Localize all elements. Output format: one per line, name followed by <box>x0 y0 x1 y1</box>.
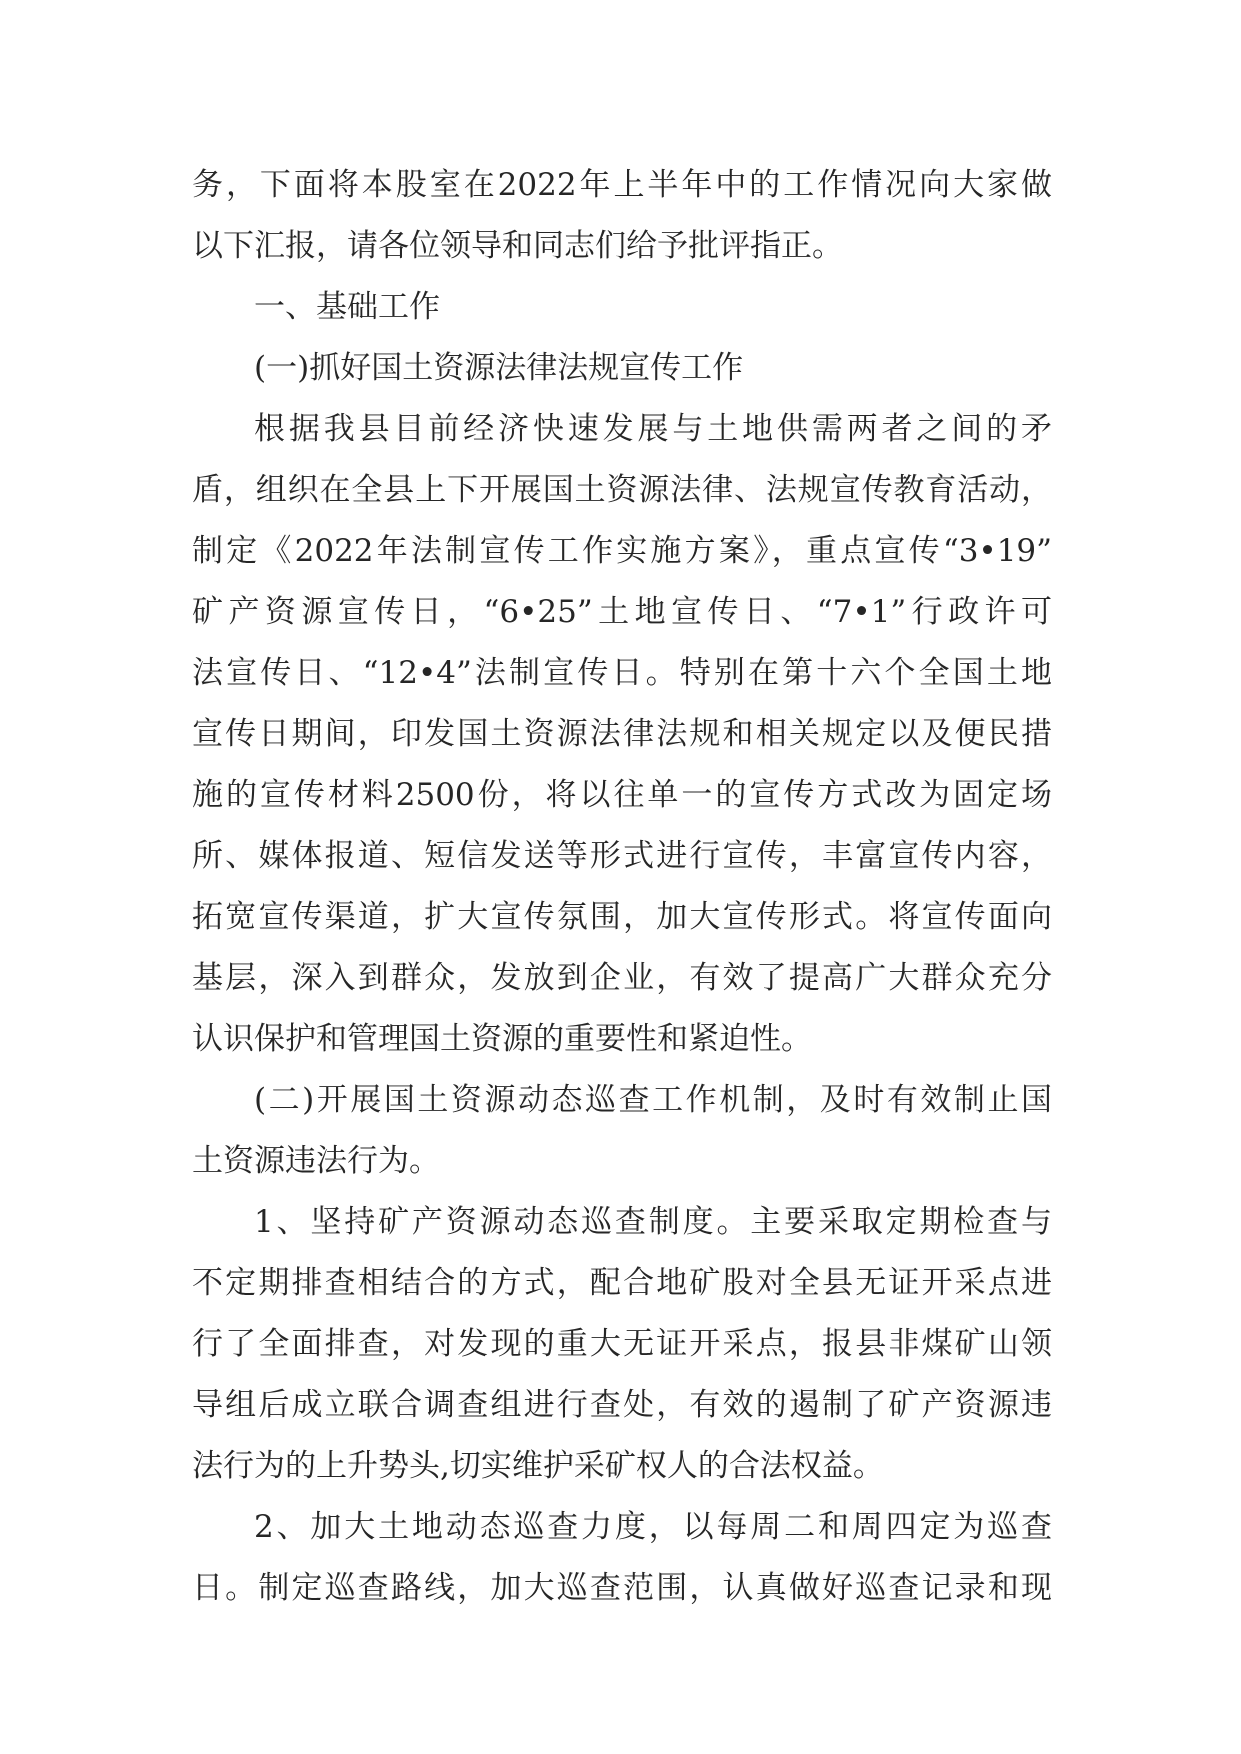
text-line: 一、基础工作 <box>254 289 440 325</box>
text-line: 认识保护和管理国土资源的重要性和紧迫性。 <box>192 1021 812 1057</box>
text-line: 1、坚持矿产资源动态巡查制度。主要采取定期检查与 <box>254 1204 1052 1240</box>
text-line: 制定《2022年法制宣传工作实施方案》，重点宣传“3•19” <box>192 533 1052 569</box>
text-line: 以下汇报，请各位领导和同志们给予批评指正。 <box>192 228 843 264</box>
text-line: 务，下面将本股室在2022年上半年中的工作情况向大家做 <box>192 167 1052 203</box>
text-line: 根据我县目前经济快速发展与土地供需两者之间的矛 <box>254 411 1052 447</box>
text-line: 法行为的上升势头,切实维护采矿权人的合法权益。 <box>192 1448 884 1484</box>
text-line: (一)抓好国土资源法律法规宣传工作 <box>254 350 744 386</box>
text-line: 宣传日期间，印发国土资源法律法规和相关规定以及便民措 <box>192 716 1052 752</box>
text-line: 盾，组织在全县上下开展国土资源法律、法规宣传教育活动， <box>192 472 1052 508</box>
text-line: 拓宽宣传渠道，扩大宣传氛围，加大宣传形式。将宣传面向 <box>192 899 1052 935</box>
text-line: 矿产资源宣传日，“6•25”土地宣传日、“7•1”行政许可 <box>192 594 1052 630</box>
body-text <box>192 155 1052 1619</box>
text-line: 日。制定巡查路线，加大巡查范围，认真做好巡查记录和现 <box>192 1570 1052 1606</box>
text-line: 行了全面排查，对发现的重大无证开采点，报县非煤矿山领 <box>192 1326 1052 1362</box>
text-line: 施的宣传材料2500份，将以往单一的宣传方式改为固定场 <box>192 777 1052 813</box>
text-line: 导组后成立联合调查组进行查处，有效的遏制了矿产资源违 <box>192 1387 1052 1423</box>
text-line: 不定期排查相结合的方式，配合地矿股对全县无证开采点进 <box>192 1265 1052 1301</box>
text-line: 法宣传日、“12•4”法制宣传日。特别在第十六个全国土地 <box>192 655 1052 691</box>
text-line: 所、媒体报道、短信发送等形式进行宣传，丰富宣传内容， <box>192 838 1052 874</box>
text-line: 基层，深入到群众，发放到企业，有效了提高广大群众充分 <box>192 960 1052 996</box>
text-line: 土资源违法行为。 <box>192 1143 440 1179</box>
text-line: 2、加大土地动态巡查力度，以每周二和周四定为巡查 <box>254 1509 1052 1545</box>
text-line: (二)开展国土资源动态巡查工作机制，及时有效制止国 <box>254 1082 1052 1118</box>
